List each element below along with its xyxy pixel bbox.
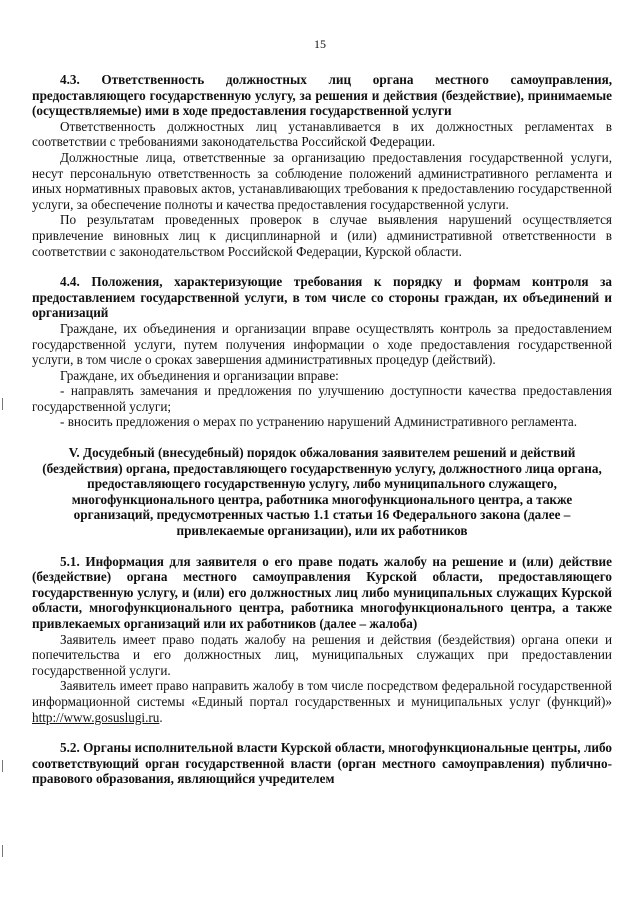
- list-item: - направлять замечания и предложения по улучшению доступности качества предоставления государственной услуги;: [32, 383, 612, 414]
- list-item: - вносить предложения о мерах по устранению нарушений Административного регламента.: [60, 414, 578, 430]
- document-body: [32, 72, 612, 787]
- paragraph-text: Заявитель имеет право направить жалобу в том числе посредством федеральной государственной информационной системы «Единый портал государственных и муниципальных услуг (функций)»: [32, 678, 612, 709]
- section-4-3-paragraph: Должностные лица, ответственные за организацию предоставления государственной услуги, несут персональную ответственность за соблюдение положений административного регламента и иных нормативных правовых актов, устанавливающих требования к предоставлению государственной услуги, за обеспечение полноты и качества предоставления государственной услуги.: [32, 149, 612, 212]
- chapter-5-heading: V. Досудебный (внесудебный) порядок обжалования заявителем решений и действий (бездействия) органа, предоставляющего государственную услугу, должностного лица органа, предоставляющего государственную услугу, либо муниципального служащего, многофункционального центра, работника многофункционального центра, а также организаций, предусмотренных частью 1.1 статьи 16 Федерального закона (далее – привлекаемые организации), или их работников: [42, 445, 602, 539]
- section-5-1-paragraph: [32, 678, 612, 725]
- section-4-3-paragraph: По результатам проведенных проверок в случае выявления нарушений осуществляется привлечение виновных лиц к дисциплинарной и (или) административной ответственности в соответствии с законодательством Российской Федерации, Курской области.: [32, 212, 612, 259]
- section-4-3-heading: 4.3. Ответственность должностных лиц органа местного самоуправления, предоставляющего государственную услугу, за решения и действия (бездействие), принимаемые (осуществляемые) ими в ходе предоставления государственной услуги: [32, 72, 612, 119]
- margin-mark: [2, 845, 3, 857]
- section-5-2-heading: 5.2. Органы исполнительной власти Курской области, многофункциональные центры, либо соответствующий орган государственной власти (орган местного самоуправления) публично-правового образования, являющийся учредителем: [32, 740, 612, 787]
- section-4-4-paragraph: Граждане, их объединения и организации вправе:: [60, 367, 339, 383]
- page-number: 15: [314, 37, 326, 51]
- section-5-1-paragraph: Заявитель имеет право подать жалобу на решения и действия (бездействия) органа опеки и попечительства и его должностных лиц, муниципальных служащих при предоставлении государственной услуги.: [32, 631, 612, 678]
- margin-mark: [2, 760, 3, 772]
- margin-mark: [2, 398, 3, 410]
- section-5-1-heading: 5.1. Информация для заявителя о его праве подать жалобу на решение и (или) действие (бездействие) органа местного самоуправления Курской области, предоставляющего государственную услугу, и (или) его должностных лиц либо муниципальных служащих Курской области, многофункционального центра, работника многофункционального центра, а также привлекаемых организаций или их работников (далее – жалоба): [32, 553, 612, 631]
- gosuslugi-link[interactable]: http://www.gosuslugi.ru: [32, 709, 160, 725]
- paragraph-end: .: [159, 709, 163, 725]
- section-4-4-paragraph: Граждане, их объединения и организации вправе осуществлять контроль за предоставлением государственной услуги, путем получения информации о ходе предоставления государственной услуги, в том числе о сроках завершения административных процедур (действий).: [32, 320, 612, 368]
- section-4-3-paragraph: Ответственность должностных лиц устанавливается в их должностных регламентах в соответствии с требованиями законодательства Российской Федерации.: [32, 118, 612, 150]
- section-4-4-heading: 4.4. Положения, характеризующие требования к порядку и формам контроля за предоставлением государственной услуги, в том числе со стороны граждан, их объединений и организаций: [32, 274, 612, 321]
